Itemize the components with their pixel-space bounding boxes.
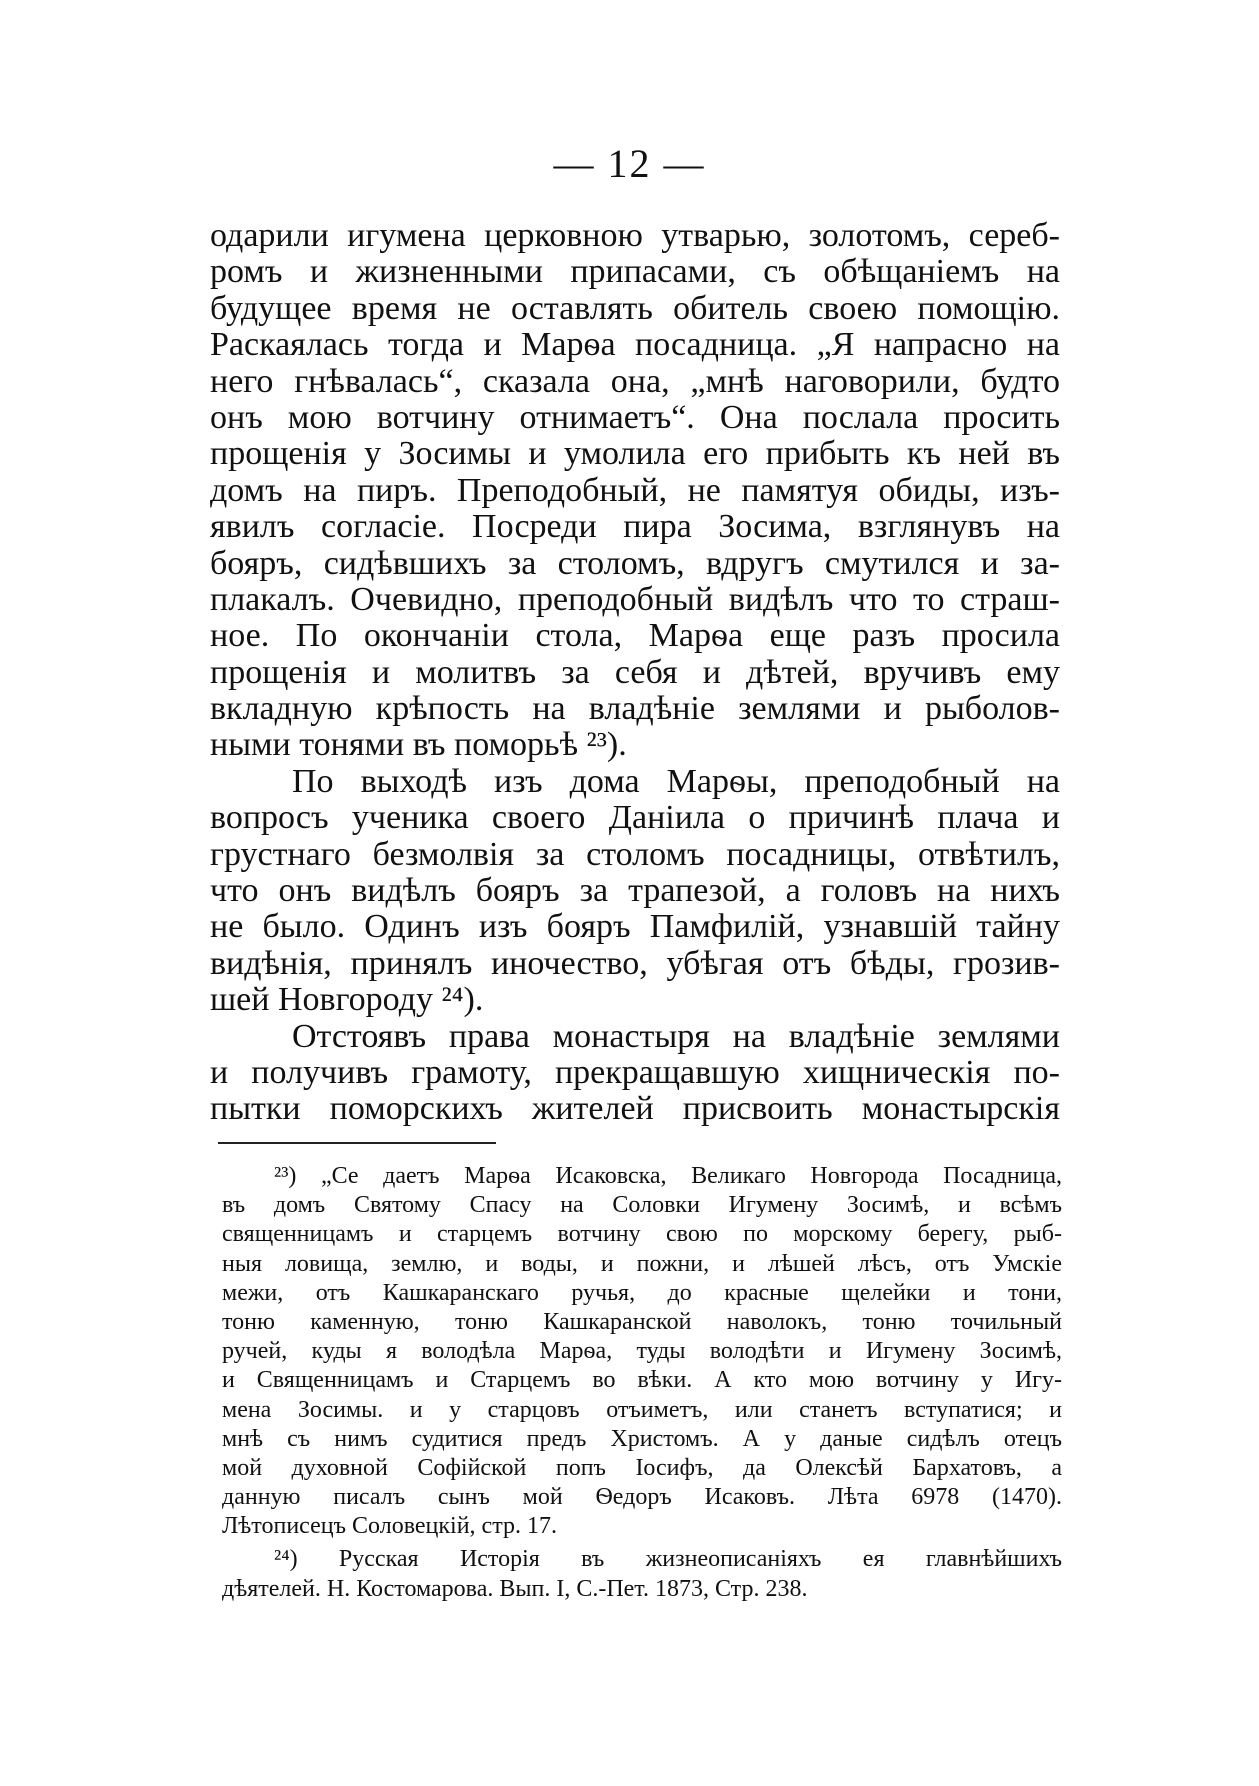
footnote-23-line: въ домъ Святому Спасу на Соловки Игумену Зосимѣ, и всѣмъ: [222, 1192, 1062, 1219]
text-line: будущее время не оставлять обитель своею помощію.: [210, 289, 1060, 327]
text-line: ромъ и жизненными припасами, съ обѣщаніемъ на: [210, 253, 1060, 291]
text-line: домъ на пиръ. Преподобный, не памятуя обиды, изъ-: [210, 471, 1060, 509]
footnote-23-line: тоню каменную, тоню Кашкаранской наволокъ, тоню точильный: [222, 1308, 1062, 1335]
text-line: прощенія и молитвъ за себя и дѣтей, вручивъ ему: [210, 653, 1060, 691]
text-line: одарили игумена церковною утварью, золотомъ, сереб-: [210, 217, 1060, 254]
text-line: бояръ, сидѣвшихъ за столомъ, вдругъ смутился и за-: [210, 544, 1060, 582]
footnote-23-line: ныя ловища, землю, и воды, и пожни, и лѣшей лѣсъ, отъ Умскіе: [222, 1250, 1062, 1277]
footnote-23-line: мой духовной Софійской попъ Іосифъ, да Олексѣй Бархатовъ, а: [222, 1454, 1062, 1481]
footnote-24-line: ²⁴) Русская Исторія въ жизнеописаніяхъ ея главнѣйшихъ: [274, 1546, 1062, 1573]
text-line: ными тонями въ поморьѣ ²³).: [210, 726, 627, 764]
paragraph-start-line: Отстоявъ права монастыря на владѣніе землями: [292, 1017, 1060, 1055]
text-line: прощенія у Зосимы и умолила его прибыть къ ней въ: [210, 435, 1060, 473]
text-line: вопросъ ученика своего Даніила о причинѣ плача и: [210, 799, 1060, 837]
text-line: пытки поморскихъ жителей присвоить монастырскія: [210, 1090, 1060, 1128]
text-line: что онъ видѣлъ бояръ за трапезой, а головъ на нихъ: [210, 872, 1060, 910]
text-line: шей Новгороду ²⁴).: [210, 981, 484, 1019]
footnote-23-line: ²³) „Се даетъ Марѳа Исаковска, Великаго Новгорода Посадница,: [274, 1163, 1062, 1189]
footnote-23-line: мнѣ съ нимъ судитися предъ Христомъ. А у даные сидѣлъ отецъ: [222, 1425, 1062, 1452]
text-line: видѣнія, принялъ иночество, убѣгая отъ бѣды, грозив-: [210, 944, 1060, 982]
footnote-23-line: Лѣтописецъ Соловецкій, стр. 17.: [222, 1513, 557, 1540]
footnote-23-line: мена Зосимы. и у старцовъ отъиметъ, или станетъ вступатися; и: [222, 1396, 1062, 1423]
text-line: вкладную крѣпость на владѣніе землями и рыболов-: [210, 690, 1060, 728]
main-text: [210, 218, 1060, 1128]
footnote-23-line: священницамъ и старцемъ вотчину свою по морскому берегу, рыб-: [222, 1221, 1062, 1248]
footnote-23-line: и Священницамъ и Старцемъ во вѣки. А кто мою вотчину у Игу-: [222, 1367, 1062, 1394]
text-line: него гнѣвалась“, сказала она, „мнѣ наговорили, будто: [210, 362, 1060, 400]
text-line: ное. По окончаніи стола, Марѳа еще разъ просила: [210, 617, 1060, 655]
text-line: плакалъ. Очевидно, преподобный видѣлъ что то страш-: [210, 580, 1060, 618]
text-line: не было. Одинъ изъ бояръ Памфилій, узнавшій тайну: [210, 908, 1060, 946]
footnotes: [222, 1162, 1062, 1604]
footnote-24-line: дѣятелей. Н. Костомарова. Вып. I, С.-Пет. 1873, Стр. 238.: [222, 1575, 808, 1602]
paragraph-start-line: По выходѣ изъ дома Марѳы, преподобный на: [292, 762, 1060, 800]
footnote-23-line: межи, отъ Кашкаранскаго ручья, до красные щелейки и тони,: [222, 1279, 1062, 1306]
footnote-divider: [218, 1142, 496, 1144]
footnote-23-line: ручей, куды я володѣла Марѳа, туды володѣти и Игумену Зосимѣ,: [222, 1338, 1062, 1365]
text-line: явилъ согласіе. Посреди пира Зосима, взглянувъ на: [210, 508, 1060, 546]
page-number: — 12 —: [553, 141, 706, 186]
footnote-23-line: данную писалъ сынъ мой Ѳедоръ Исаковъ. Лѣта 6978 (1470).: [222, 1484, 1062, 1511]
text-line: и получивъ грамоту, прекращавшую хищническія по-: [210, 1053, 1060, 1091]
text-line: грустнаго безмолвія за столомъ посадницы, отвѣтилъ,: [210, 835, 1060, 873]
text-line: онъ мою вотчину отнимаетъ“. Она послала просить: [210, 398, 1060, 436]
text-line: Раскаялась тогда и Марѳа посадница. „Я напрасно на: [210, 326, 1060, 364]
